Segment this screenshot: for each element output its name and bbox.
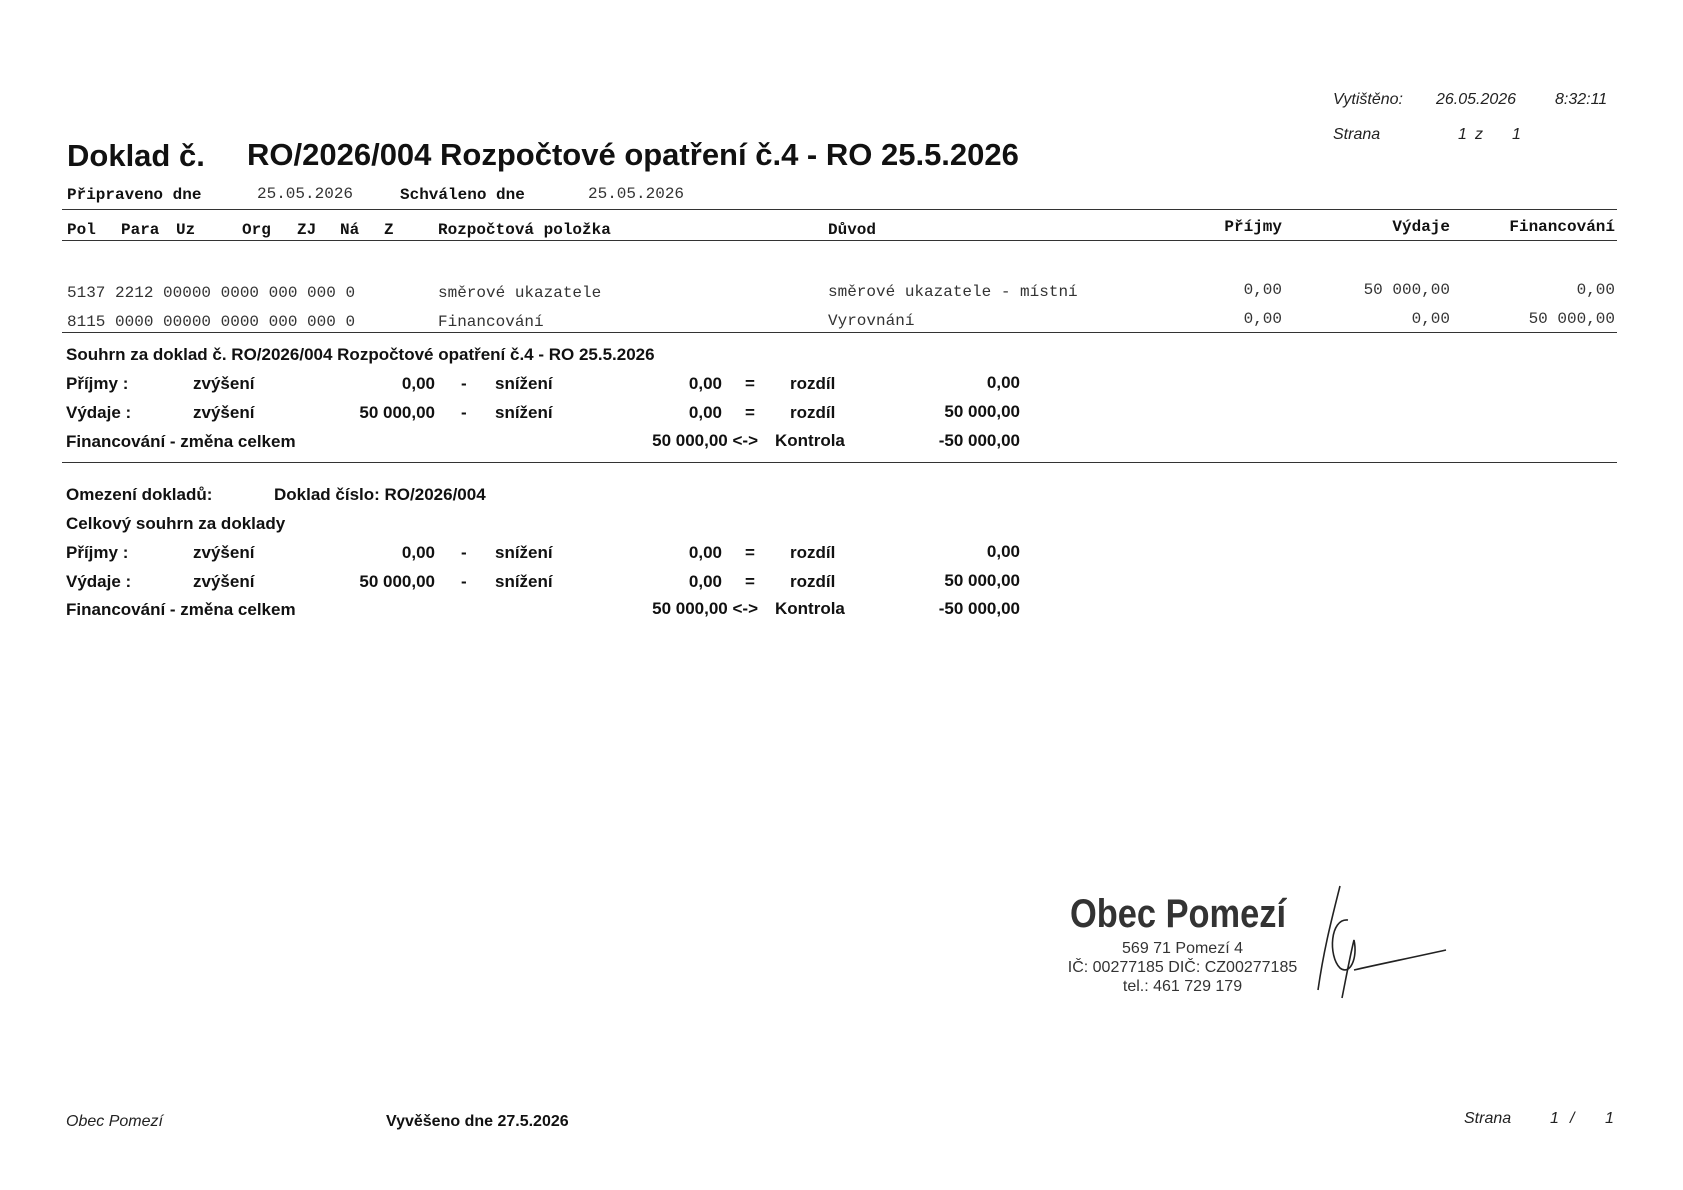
- prepared-label: Připraveno dne: [67, 186, 202, 204]
- summary-fin-check: -50 000,00: [938, 431, 1020, 450]
- footer-page-total: 1: [1605, 1110, 1614, 1127]
- summary-vydaje-dec-label: snížení: [495, 403, 553, 422]
- summary-prijmy-inc-label: zvýšení: [193, 374, 255, 393]
- summary-prijmy-minus: -: [461, 374, 467, 393]
- total-prijmy-diff-label: rozdíl: [790, 543, 836, 562]
- col-org: Org: [242, 221, 271, 239]
- col-para: Para: [121, 221, 160, 239]
- total-vydaje-dec-label: snížení: [495, 572, 553, 591]
- total-vydaje-diff-label: rozdíl: [790, 572, 836, 591]
- row-2-duvod: Vyrovnání: [828, 312, 915, 330]
- summary-fin-value: 50 000,00 <->: [652, 431, 758, 450]
- total-prijmy-inc-label: zvýšení: [193, 543, 255, 562]
- summary-vydaje-dec: 0,00: [688, 403, 722, 422]
- row-1-polozka: směrové ukazatele: [438, 284, 602, 302]
- prepared-date: 25.05.2026: [257, 185, 354, 203]
- summary-prijmy-dec: 0,00: [688, 374, 722, 393]
- printed-label: Vytištěno:: [1333, 91, 1403, 108]
- total-fin-check: -50 000,00: [938, 599, 1020, 618]
- printed-date: 26.05.2026: [1436, 91, 1517, 108]
- summary-heading: Souhrn za doklad č. RO/2026/004 Rozpočtové opatření č.4 - RO 25.5.2026: [66, 345, 655, 364]
- stamp-address: 569 71 Pomezí 4: [1122, 940, 1243, 957]
- row-1-financovani: 0,00: [1576, 281, 1615, 299]
- summary-vydaje-inc-label: zvýšení: [193, 403, 255, 422]
- total-vydaje-inc: 50 000,00: [359, 572, 435, 591]
- row-1-vydaje: 50 000,00: [1363, 281, 1450, 299]
- summary-prijmy-diff-label: rozdíl: [790, 374, 836, 393]
- total-vydaje-eq: =: [745, 572, 755, 591]
- footer-page-label: Strana: [1464, 1110, 1512, 1127]
- row-1-codes: 5137 2212 00000 0000 000 000 0: [67, 284, 356, 302]
- summary-prijmy-label: Příjmy :: [66, 374, 129, 393]
- summary-prijmy-inc: 0,00: [401, 374, 435, 393]
- total-vydaje-inc-label: zvýšení: [193, 572, 255, 591]
- approved-label: Schváleno dne: [400, 186, 525, 204]
- summary-vydaje-diff-label: rozdíl: [790, 403, 836, 422]
- stamp-ids: IČ: 00277185 DIČ: CZ00277185: [1067, 959, 1298, 976]
- total-prijmy-diff: 0,00: [986, 542, 1020, 561]
- footer-page-sep: /: [1570, 1110, 1575, 1127]
- total-fin-check-label: Kontrola: [775, 599, 845, 618]
- col-na: Ná: [340, 221, 360, 239]
- summary-vydaje-label: Výdaje :: [66, 403, 132, 422]
- row-2-financovani: 50 000,00: [1528, 310, 1615, 328]
- footer-posted: Vyvěšeno dne 27.5.2026: [386, 1113, 569, 1130]
- row-1-duvod: směrové ukazatele - místní: [828, 283, 1078, 301]
- divider: [62, 240, 1617, 241]
- total-prijmy-dec-label: snížení: [495, 543, 553, 562]
- divider: [62, 209, 1617, 210]
- total-fin-value: 50 000,00 <->: [652, 599, 758, 618]
- stamp-name: Obec Pomezí: [1070, 892, 1287, 936]
- col-duvod: Důvod: [828, 221, 877, 239]
- total-vydaje-diff: 50 000,00: [944, 571, 1020, 590]
- col-polozka: Rozpočtová položka: [438, 221, 611, 239]
- doc-title: RO/2026/004 Rozpočtové opatření č.4 - RO 25.5.2026: [247, 137, 1019, 172]
- divider: [62, 332, 1617, 333]
- summary-prijmy-eq: =: [745, 374, 755, 393]
- summary-vydaje-diff: 50 000,00: [944, 402, 1020, 421]
- summary-prijmy-dec-label: snížení: [495, 374, 553, 393]
- total-heading: Celkový souhrn za doklady: [66, 514, 286, 533]
- col-uz: Uz: [176, 221, 196, 239]
- col-zj: ZJ: [297, 221, 317, 239]
- row-2-codes: 8115 0000 00000 0000 000 000 0: [67, 313, 356, 331]
- row-2-polozka: Financování: [438, 313, 544, 331]
- col-vydaje: Výdaje: [1392, 218, 1450, 236]
- page-top-sep: z: [1475, 126, 1483, 143]
- col-pol: Pol: [67, 221, 96, 239]
- col-z: Z: [384, 221, 394, 239]
- restriction-label: Omezení dokladů:: [66, 485, 213, 504]
- total-prijmy-eq: =: [745, 543, 755, 562]
- total-prijmy-label: Příjmy :: [66, 543, 129, 562]
- col-prijmy: Příjmy: [1224, 218, 1282, 236]
- total-prijmy-inc: 0,00: [401, 543, 435, 562]
- doc-label: Doklad č.: [67, 138, 205, 173]
- footer-left: Obec Pomezí: [66, 1113, 163, 1130]
- summary-vydaje-inc: 50 000,00: [359, 403, 435, 422]
- total-vydaje-minus: -: [461, 572, 467, 591]
- summary-vydaje-minus: -: [461, 403, 467, 422]
- page-top-label: Strana: [1333, 126, 1381, 143]
- stamp-phone: tel.: 461 729 179: [1122, 978, 1243, 995]
- approved-date: 25.05.2026: [588, 185, 685, 203]
- total-prijmy-dec: 0,00: [688, 543, 722, 562]
- footer-page-current: 1: [1550, 1110, 1559, 1127]
- col-financovani: Financování: [1509, 218, 1615, 236]
- total-fin-label: Financování - změna celkem: [66, 600, 296, 619]
- page-top-total: 1: [1512, 126, 1521, 143]
- total-vydaje-dec: 0,00: [688, 572, 722, 591]
- divider: [62, 462, 1617, 463]
- row-2-vydaje: 0,00: [1411, 310, 1450, 328]
- summary-fin-label: Financování - změna celkem: [66, 432, 296, 451]
- row-1-prijmy: 0,00: [1243, 281, 1282, 299]
- summary-vydaje-eq: =: [745, 403, 755, 422]
- summary-prijmy-diff: 0,00: [986, 373, 1020, 392]
- total-prijmy-minus: -: [461, 543, 467, 562]
- signature-icon: [1310, 878, 1460, 1003]
- printed-time: 8:32:11: [1555, 91, 1608, 108]
- summary-fin-check-label: Kontrola: [775, 431, 845, 450]
- page-top-current: 1: [1458, 126, 1467, 143]
- total-vydaje-label: Výdaje :: [66, 572, 132, 591]
- row-2-prijmy: 0,00: [1243, 310, 1282, 328]
- restriction-value: Doklad číslo: RO/2026/004: [274, 485, 486, 504]
